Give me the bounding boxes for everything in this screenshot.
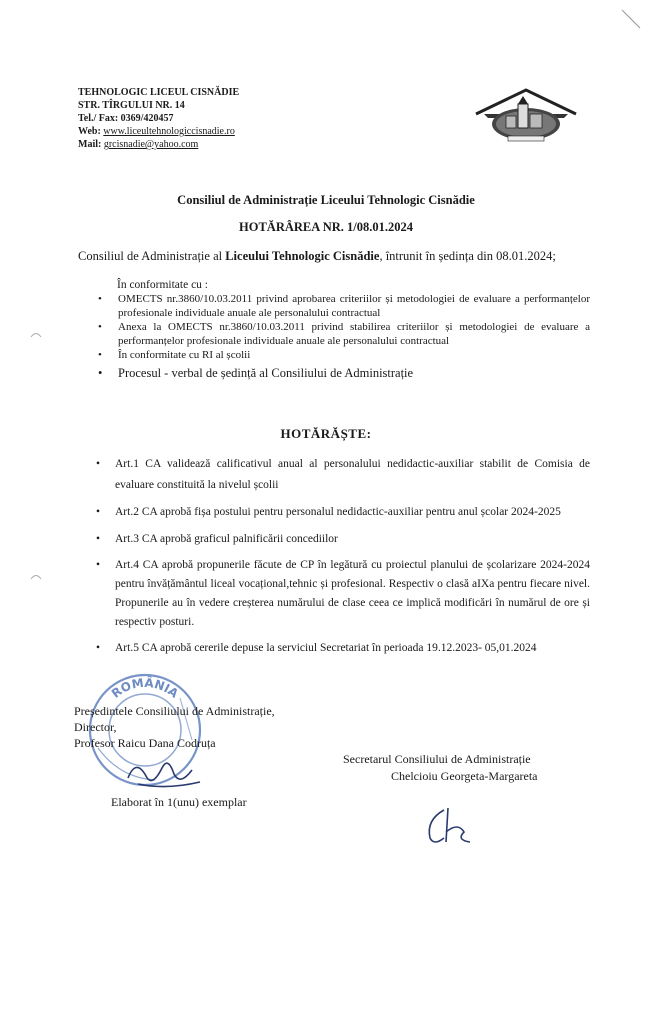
secretary-signature-block — [343, 751, 538, 785]
handwritten-signature-icon — [418, 802, 480, 850]
school-logo-icon — [472, 84, 580, 146]
president-title: Președintele Consiliului de Administrație, — [74, 704, 275, 718]
list-item: • OMECTS nr.3860/10.03.2011 privind aprobarea criteriilor și metodologiei de evaluare a performanțelor profesionale individuale anuale ale personalului contractual — [90, 292, 590, 320]
list-item: • Procesul - verbal de ședință al Consiliului de Administrație — [90, 365, 590, 381]
intro-suffix: , întrunit în ședința din 08.01.2024; — [379, 249, 556, 263]
mail-link[interactable]: grcisnadie@yahoo.com — [103, 139, 199, 150]
list-item: • Art.1 CA validează calificativul anual al personalului nedidactic-auxiliar stabilit de Comisia de evaluare constituită la nivelul școlii — [90, 454, 590, 496]
list-item: • În conformitate cu RI al școlii — [90, 348, 590, 362]
school-header — [78, 86, 239, 151]
council-title: Consiliul de Administrație Liceului Tehnologic Cisnădie — [177, 193, 475, 207]
svg-text:ROMÂNIA: ROMÂNIA — [108, 675, 182, 701]
conformity-label: În conformitate cu : — [117, 279, 209, 291]
school-name: TEHNOLOGIC LICEUL CISNĂDIE — [78, 87, 240, 98]
president-name: Profesor Raicu Dana Codruța — [74, 736, 216, 750]
list-item: • Art.4 CA aprobă propunerile făcute de CP în legătură cu proiectul planului de școlarizare 2024-2024 pentru învățământul liceal vocațional,tehnic și profesional. Respectiv o clasă aIXa pentru fiecare nivel. Propunerile au în vedere creșterea numărului de clase ceea ce implică modificări în numărul de ore și respectiv posturi. — [90, 556, 590, 632]
list-item: • Art.2 CA aprobă fișa postului pentru personalul nedidactic-auxiliar pentru anul școlar 2024-2025 — [90, 502, 590, 523]
references-list — [90, 292, 590, 381]
intro-paragraph — [78, 249, 556, 264]
school-mail — [78, 138, 239, 151]
web-link[interactable]: www.liceultehnologiccisnadie.ro — [103, 126, 235, 137]
intro-prefix: Consiliul de Administrație al — [78, 249, 226, 263]
school-address: STR. TÎRGULUI NR. 14 — [78, 100, 185, 111]
corner-mark-icon — [620, 8, 642, 30]
secretary-name: Chelcioiu Georgeta-Margareta — [391, 769, 538, 783]
president-role: Director, — [74, 720, 117, 734]
school-web — [78, 125, 239, 138]
handwritten-signature-icon — [118, 738, 208, 798]
decides-heading: HOTĂRĂȘTE: — [280, 426, 372, 441]
school-tel-fax: Tel./ Fax: 0369/420457 — [78, 113, 174, 124]
mail-label: Mail: — [78, 139, 102, 150]
list-item: • Art.3 CA aprobă graficul palnificării concediilor — [90, 529, 590, 550]
punch-hole-mark — [30, 330, 42, 338]
secretary-title: Secretarul Consiliului de Administrație — [343, 752, 531, 766]
list-item: • Anexa la OMECTS nr.3860/10.03.2011 privind stabilirea criteriilor și metodologiei de evaluare a performanțelor profesionale individuale anuale ale personalului contractual — [90, 320, 590, 348]
intro-school: Liceului Tehnologic Cisnădie — [225, 249, 380, 263]
list-item: • Art.5 CA aprobă cererile depuse la serviciul Secretariat în perioada 19.12.2023- 05,01.2024 — [90, 638, 590, 659]
web-label: Web: — [78, 126, 101, 137]
articles-list — [90, 454, 590, 665]
punch-hole-mark — [30, 572, 42, 580]
copies-note: Elaborat în 1(unu) exemplar — [111, 795, 247, 809]
decision-title: HOTĂRÂREA NR. 1/08.01.2024 — [239, 220, 413, 234]
